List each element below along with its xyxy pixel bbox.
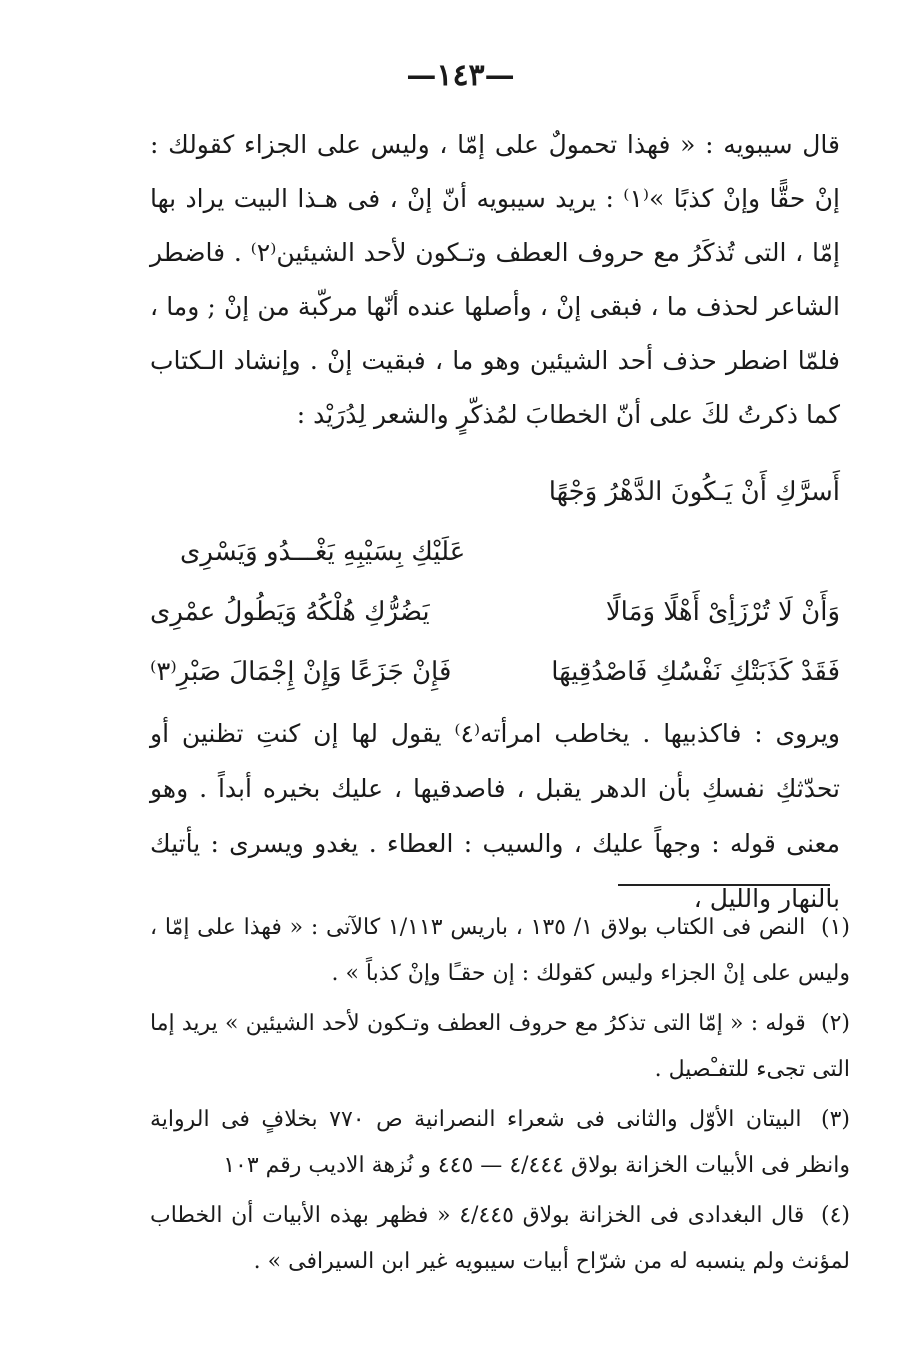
footnote-3 <box>150 1097 850 1189</box>
poem-verses <box>150 462 840 702</box>
footnote-4-number: (٤) <box>821 1203 851 1228</box>
footnote-1-text: النص فى الكتاب بولاق ١/ ١٣٥ ، باريس ١/١١٣ كالآتى : « فهذا على إمّا ، وليس على إنْ الجزاء وليس كقولك : إن حقـًا وإنْ كذباً » . <box>150 915 850 986</box>
verse-1-line-2 <box>150 522 840 582</box>
verse-3 <box>150 642 840 702</box>
verse-1-second-hemistich: عَلَيْكِ بِسَيْبِهِ يَغْـــدُو وَيَسْرِى <box>180 537 466 567</box>
footnote-4 <box>150 1193 850 1285</box>
verse-3-second-hemistich: فَإِنْ جَزَعًا وَإِنْ إِجْمَالَ صَبْرِ⁽٣⁾ <box>150 657 452 687</box>
footnote-3-number: (٣) <box>820 1107 850 1132</box>
main-paragraph <box>150 118 840 442</box>
verse-3-first-hemistich: فَقَدْ كَذَبَتْكِ نَفْسُكِ فَاصْدُقِيهَا <box>551 657 840 687</box>
verse-1-first-hemistich: أَسرَّكِ أَنْ يَـكُونَ الدَّهْرُ وَجْهًا <box>548 477 840 507</box>
main-paragraph-text: قال سيبويه : « فهذا تحمولٌ على إمّا ، وليس على الجزاء كقولك : إنْ حقًّا وإنْ كذبًا »⁽١⁾ : يريد سيبويه أنّ إنْ ، فى هـذا البيت يراد بها إمّا ، التى تُذكَرُ مع حروف العطف وتـكون لأحد الشيئين⁽٢⁾ . فاضطر الشاعر لحذف ما ، فبقى إنْ ، وأصلها عنده أنّها مركّبة من إنْ ; وما ، فلمّا اضطر حذف أحد الشيئين وهو ما ، فبقيت إنْ . وإنشاد الـكتاب كما ذكرتُ لكَ على أنّ الخطابَ لمُذكّرٍ والشعر لِدُرَيْد : <box>150 130 840 429</box>
page-number: —١٤٣— <box>406 58 515 93</box>
footnote-1-number: (١) <box>820 915 850 940</box>
footnote-2-text: قوله : « إمّا التى تذكرُ مع حروف العطف وتـكون لأحد الشيئين » يريد إما التى تجىء للتفـْصيل . <box>150 1011 850 1082</box>
commentary-text: ويروى : فاكذبيها . يخاطب امرأته⁽٤⁾ يقول لها إن كنتِ تظنين أو تحدّثكِ نفسكِ بأن الدهر يقبل ، فاصدقيها ، عليك بخيره أبداً . وهو معنى قوله : وجهاً عليك ، والسيب : العطاء . يغدو ويسرى : يأتيك بالنهار والليل ، <box>150 719 841 913</box>
footnote-2-number: (٢) <box>820 1011 850 1036</box>
footnote-4-text: قال البغدادى فى الخزانة بولاق ٤/٤٤٥ « فظهر بهذه الأبيات أن الخطاب لمؤنث ولم ينسبه له من شرّاح أبيات سيبويه غير ابن السيرافى » . <box>150 1203 850 1274</box>
verse-1-line-1 <box>150 462 840 522</box>
footnote-divider <box>618 884 830 886</box>
footnote-1 <box>150 905 850 997</box>
footnote-2 <box>150 1001 850 1093</box>
footnote-3-text: البيتان الأوّل والثانى فى شعراء النصرانية ص ٧٧٠ بخلافٍ فى الرواية وانظر فى الأبيات الخزانة بولاق ٤/٤٤٤ — ٤٤٥ و نُزهة الاديب رقم ١٠٣ <box>150 1107 850 1178</box>
verse-2 <box>150 582 840 642</box>
verse-2-first-hemistich: وَأَنْ لَا تُرْزَأِىْ أَهْلًا وَمَالًا <box>605 597 840 627</box>
footnotes <box>150 905 850 1289</box>
verse-2-second-hemistich: يَضُرُّكِ هُلْكُهُ وَيَطُولُ عمْرِى <box>150 597 430 627</box>
commentary-paragraph <box>150 706 840 926</box>
